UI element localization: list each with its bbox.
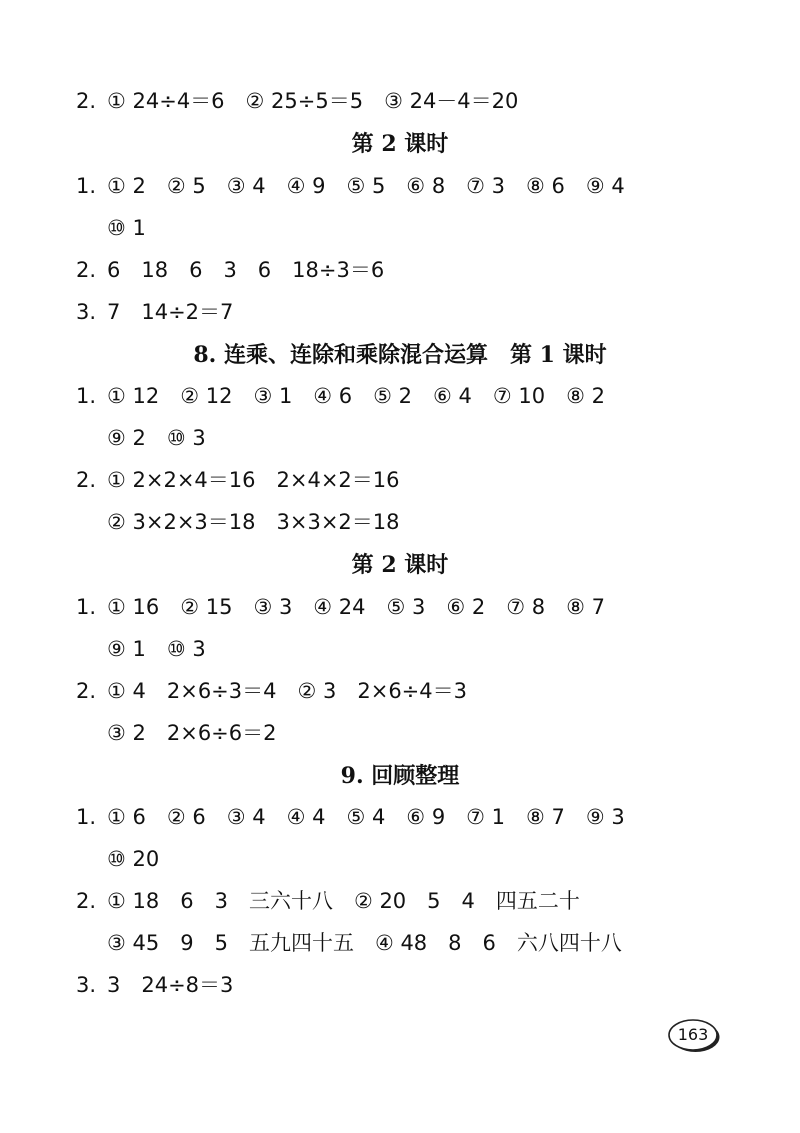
page-number-badge (668, 1018, 722, 1054)
answer-text: ③ 45 9 5 五九四十五 ④ 48 8 6 六八四十八 (107, 931, 622, 955)
item-number: 2. (76, 468, 97, 492)
item-number: 2. (76, 889, 97, 913)
item-number: 1. (76, 384, 97, 408)
section-heading: 8. 连乘、连除和乘除混合运算 第 1 课时 (193, 342, 607, 368)
item-number: 2. (76, 258, 97, 282)
answer-text: ⑨ 1 ⑩ 3 (107, 637, 206, 661)
answer-text: ① 2 ② 5 ③ 4 ④ 9 ⑤ 5 ⑥ 8 ⑦ 3 ⑧ 6 ⑨ 4 (107, 174, 625, 198)
item-number: 1. (76, 805, 97, 829)
answer-text: ① 2×2×4＝16 2×4×2＝16 (107, 468, 400, 492)
answer-text: ① 18 6 3 三六十八 ② 20 5 4 四五二十 (107, 889, 580, 913)
item-number: 1. (76, 595, 97, 619)
section-heading: 第 2 课时 (351, 552, 449, 578)
answer-text: ① 24÷4＝6 ② 25÷5＝5 ③ 24－4＝20 (107, 89, 519, 113)
answer-text: ⑩ 20 (107, 847, 160, 871)
page-number: 163 (677, 1025, 709, 1044)
answer-text: 3 24÷8＝3 (107, 973, 234, 997)
answer-text: ① 4 2×6÷3＝4 ② 3 2×6÷4＝3 (107, 679, 467, 703)
answer-text: ② 3×2×3＝18 3×3×2＝18 (107, 510, 400, 534)
item-number: 1. (76, 174, 97, 198)
answer-text: 7 14÷2＝7 (107, 300, 234, 324)
item-number: 2. (76, 89, 97, 113)
answer-text: ① 6 ② 6 ③ 4 ④ 4 ⑤ 4 ⑥ 9 ⑦ 1 ⑧ 7 ⑨ 3 (107, 805, 625, 829)
answer-text: ① 16 ② 15 ③ 3 ④ 24 ⑤ 3 ⑥ 2 ⑦ 8 ⑧ 7 (107, 595, 605, 619)
answer-text: ① 12 ② 12 ③ 1 ④ 6 ⑤ 2 ⑥ 4 ⑦ 10 ⑧ 2 (107, 384, 605, 408)
item-number: 2. (76, 679, 97, 703)
item-number: 3. (76, 300, 97, 324)
answer-text: ⑩ 1 (107, 216, 146, 240)
answer-text: ⑨ 2 ⑩ 3 (107, 426, 206, 450)
answer-text: 6 18 6 3 6 18÷3＝6 (107, 258, 385, 282)
section-heading: 9. 回顾整理 (340, 763, 460, 789)
section-heading: 第 2 课时 (351, 131, 449, 157)
item-number: 3. (76, 973, 97, 997)
answer-text: ③ 2 2×6÷6＝2 (107, 721, 277, 745)
